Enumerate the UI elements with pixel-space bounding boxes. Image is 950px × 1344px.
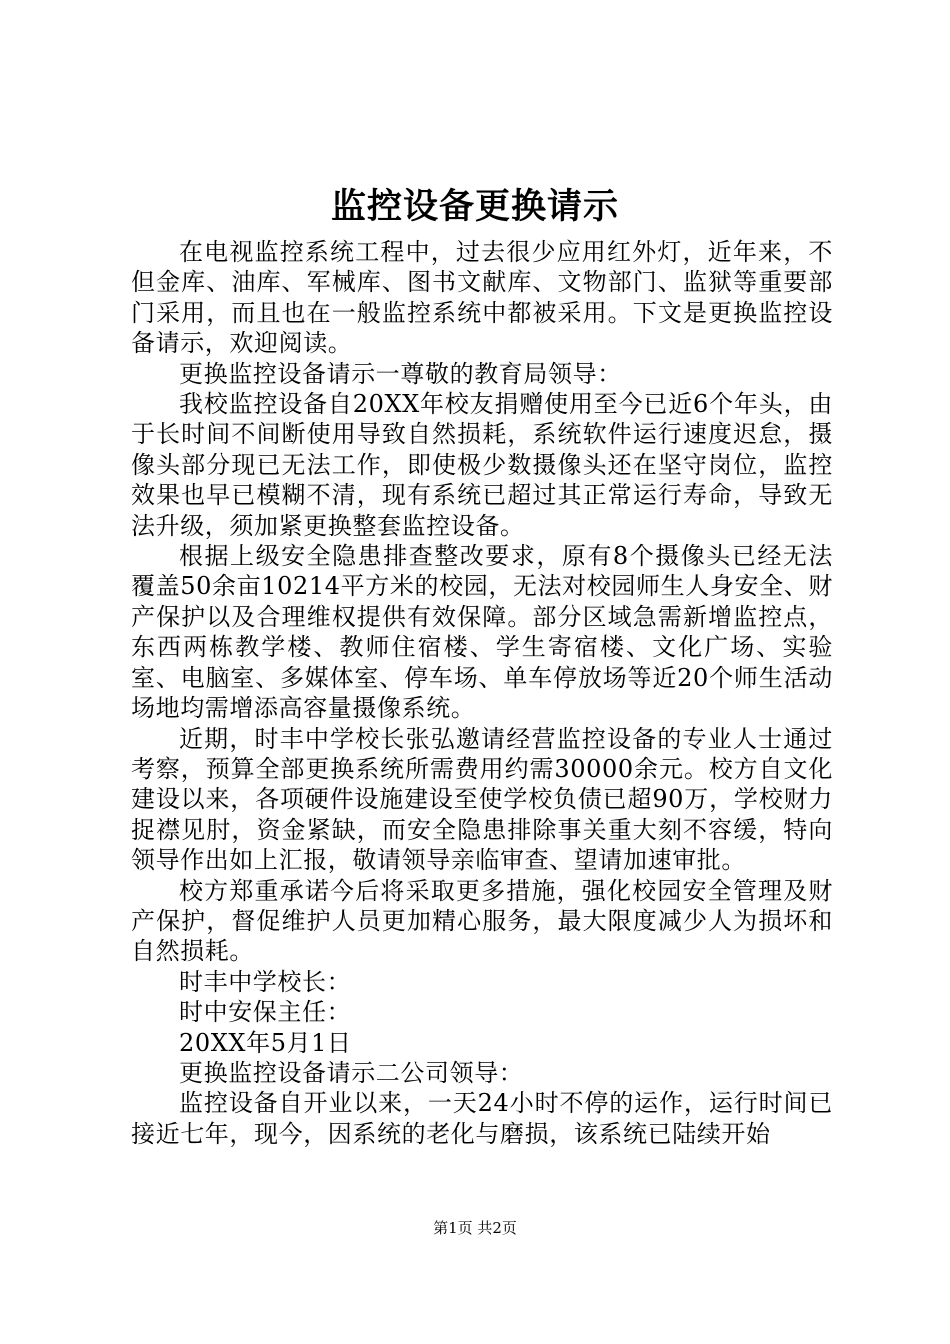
paragraph-section2-body: 监控设备自开业以来，一天24小时不停的运作，运行时间已接近七年，现今，因系统的老化与磨损，该系统已陆续开始 [131,1089,833,1148]
signature-security-director: 时中安保主任： [179,998,352,1027]
paragraph-budget: 近期，时丰中学校长张弘邀请经营监控设备的专业人士通过考察，预算全部更换系统所需费用约需30000余元。校方自文化建设以来，各项硬件设施建设至使学校负债已超90万，学校财力捉襟见肘，资金紧缺，而安全隐患排除事关重大刻不容缓，特向领导作出如上汇报，敬请领导亲临审查、望请加速审批。 [131,724,833,875]
paragraph-salutation-1: 更换监控设备请示一尊敬的教育局领导： [179,359,622,388]
document-title: 监控设备更换请示 [330,186,619,227]
paragraph-equipment-status: 我校监控设备自20XX年校友捐赠使用至今已近6个年头，由于长时间不间断使用导致自然损耗，系统软件运行速度迟怠，摄像头部分现已无法工作，即使极少数摄像头还在坚守岗位，监控效果也早已模糊不清，现有系统已超过其正常运行寿命，导致无法升级，须加紧更换整套监控设备。 [131,390,833,540]
signature-date: 20XX年5月1日 [179,1028,352,1057]
paragraph-salutation-2: 更换监控设备请示二公司领导： [179,1058,524,1087]
page-footer: 第1页 共2页 [433,1219,517,1237]
paragraph-intro: 在电视监控系统工程中，过去很少应用红外灯，近年来，不但金库、油库、军械库、图书文献库、文物部门、监狱等重要部门采用，而且也在一般监控系统中都被采用。下文是更换监控设备请示，欢迎阅读。 [131,238,833,358]
signature-principal: 时丰中学校长： [179,967,352,996]
paragraph-commitment: 校方郑重承诺今后将采取更多措施，强化校园安全管理及财产保护，督促维护人员更加精心服务，最大限度减少人为损坏和自然损耗。 [131,876,833,966]
document-body [131,237,833,1149]
paragraph-coverage-needs: 根据上级安全隐患排查整改要求，原有8个摄像头已经无法覆盖50余亩10214平方米的校园，无法对校园师生人身安全、财产保护以及合理维权提供有效保障。部分区域急需新增监控点，东西两栋教学楼、教师住宿楼、学生寄宿楼、文化广场、实验室、电脑室、多媒体室、停车场、单车停放场等近20个师生活动场地均需增添高容量摄像系统。 [131,542,833,723]
